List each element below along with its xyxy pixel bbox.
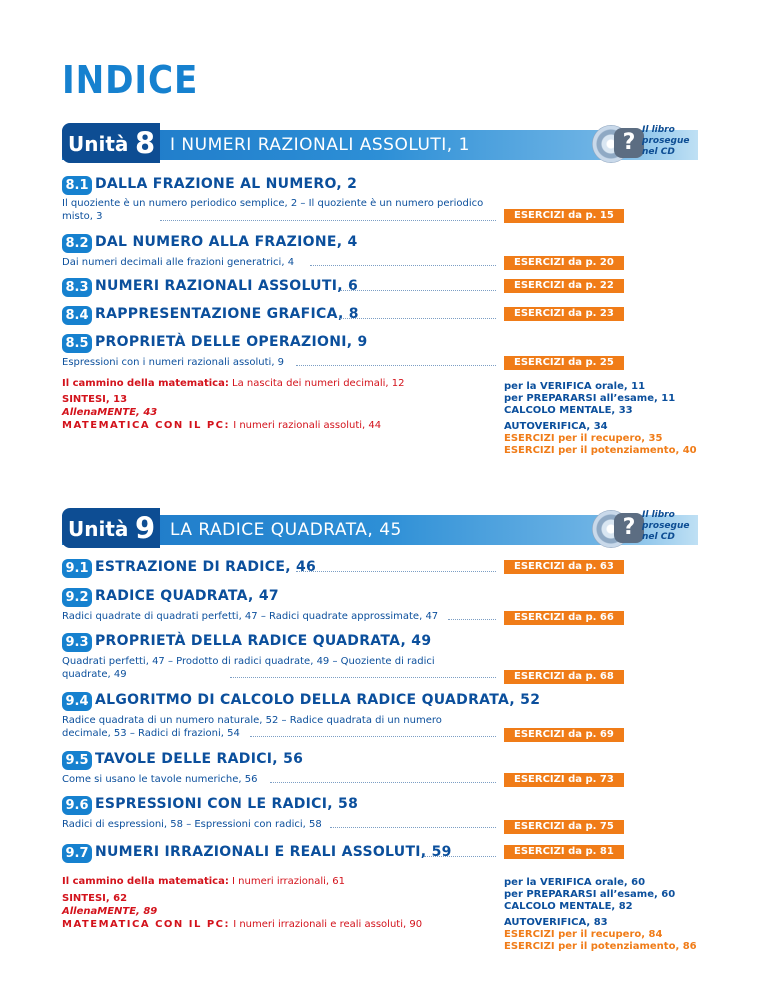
section-title: DAL NUMERO ALLA FRAZIONE, 4: [95, 234, 358, 250]
resource-item: per la VERIFICA orale, 11: [504, 381, 646, 392]
matematica-pc-label: MATEMATICA CON IL PC:: [62, 919, 231, 930]
section-subtopics: Radice quadrata di un numero naturale, 52 – Radice quadrata di un numero decimale, 53 – Radici di frazioni, 54: [62, 715, 442, 739]
section-title: PROPRIETÀ DELLA RADICE QUADRATA, 49: [95, 633, 432, 649]
sintesi: SINTESI, 13: [62, 394, 128, 405]
autoverifica: AUTOVERIFICA, 83: [504, 917, 608, 928]
section-title: DALLA FRAZIONE AL NUMERO, 2: [95, 176, 358, 192]
section-number: 8.4: [62, 306, 92, 325]
unit-resources: [504, 381, 697, 457]
section-subtopics: Come si usano le tavole numeriche, 56: [62, 774, 258, 785]
resource-item: CALCOLO MENTALE, 33: [504, 405, 633, 416]
resource-item: ESERCIZI per il recupero, 35: [504, 433, 663, 444]
exercise-badge: ESERCIZI da p. 23: [504, 307, 624, 321]
section-number: 9.6: [62, 796, 92, 815]
exercise-badge: ESERCIZI da p. 15: [504, 209, 624, 223]
unit-badge: [62, 508, 160, 548]
cd-note-line: prosegue: [642, 136, 690, 146]
section-title: PROPRIETÀ DELLE OPERAZIONI, 9: [95, 334, 368, 350]
section-title: RADICE QUADRATA, 47: [95, 588, 279, 604]
exercise-badge: ESERCIZI da p. 20: [504, 256, 624, 270]
section-subtopics: Radici di espressioni, 58 – Espressioni con radici, 58: [62, 819, 322, 830]
page-title: INDICE: [62, 58, 199, 102]
cd-note: [642, 510, 689, 543]
unit-number: 9: [135, 511, 156, 545]
matematica-pc-text: I numeri razionali assoluti, 44: [233, 420, 382, 431]
resource-item: per la VERIFICA orale, 60: [504, 877, 646, 888]
section-title: RAPPRESENTAZIONE GRAFICA, 8: [95, 306, 359, 322]
cd-note: [642, 125, 689, 158]
section-number: 9.5: [62, 751, 92, 770]
autoverifica: AUTOVERIFICA, 34: [504, 421, 608, 432]
unit-badge: [62, 123, 160, 163]
leader-dots: [160, 220, 496, 221]
unit-number: 8: [135, 126, 156, 160]
section-title: ESTRAZIONE DI RADICE, 46: [95, 559, 317, 575]
unit-word: Unità: [68, 132, 129, 156]
resource-item: ESERCIZI per il potenziamento, 40: [504, 445, 697, 456]
leader-dots: [448, 619, 496, 620]
exercise-badge: ESERCIZI da p. 81: [504, 845, 624, 859]
cd-note-line: Il libro: [642, 125, 675, 135]
cd-note-line: nel CD: [642, 532, 675, 542]
exercise-badge: ESERCIZI da p. 73: [504, 773, 624, 787]
unit-title: I NUMERI RAZIONALI ASSOLUTI, 1: [170, 135, 470, 155]
section-subtopics: Radici quadrate di quadrati perfetti, 47 – Radici quadrate approssimate, 47: [62, 611, 439, 622]
exercise-badge: ESERCIZI da p. 22: [504, 279, 624, 293]
resource-item: CALCOLO MENTALE, 82: [504, 901, 633, 912]
section-subtopics: Espressioni con i numeri razionali assoluti, 9: [62, 357, 285, 368]
leader-dots: [270, 782, 496, 783]
section-number: 8.5: [62, 334, 92, 353]
section-number: 8.2: [62, 234, 92, 253]
allenamente: AllenaMENTE, 89: [62, 906, 158, 917]
leader-dots: [230, 677, 496, 678]
leader-dots: [296, 365, 496, 366]
section-subtopics: Dai numeri decimali alle frazioni generatrici, 4: [62, 257, 295, 268]
section-title: TAVOLE DELLE RADICI, 56: [95, 751, 304, 767]
section-title: NUMERI RAZIONALI ASSOLUTI, 6: [95, 278, 359, 294]
cd-note-line: nel CD: [642, 147, 675, 157]
exercise-badge: ESERCIZI da p. 69: [504, 728, 624, 742]
cammino-label: Il cammino della matematica:: [62, 876, 229, 887]
cd-note-line: prosegue: [642, 521, 690, 531]
unit-word: Unità: [68, 517, 129, 541]
section-title: ESPRESSIONI CON LE RADICI, 58: [95, 796, 359, 812]
section-number: 9.3: [62, 633, 92, 652]
resource-item: ESERCIZI per il potenziamento, 86: [504, 941, 697, 952]
unit-header: [62, 125, 698, 160]
resource-item: per PREPARARSI all’esame, 60: [504, 889, 676, 900]
unit-header: [62, 510, 698, 545]
sintesi: SINTESI, 62: [62, 893, 128, 904]
section-number: 8.1: [62, 176, 92, 195]
question-mark-icon: ?: [614, 513, 644, 543]
resource-item: ESERCIZI per il recupero, 84: [504, 929, 663, 940]
exercise-badge: ESERCIZI da p. 75: [504, 820, 624, 834]
unit-title: LA RADICE QUADRATA, 45: [170, 520, 402, 540]
question-mark-icon: ?: [614, 128, 644, 158]
section-number: 9.7: [62, 844, 92, 863]
cd-note-line: Il libro: [642, 510, 675, 520]
section-title: ALGORITMO DI CALCOLO DELLA RADICE QUADRATA, 52: [95, 692, 541, 708]
exercise-badge: ESERCIZI da p. 66: [504, 611, 624, 625]
unit-extras: [62, 377, 404, 432]
leader-dots: [340, 290, 496, 291]
section-subtopics: Quadrati perfetti, 47 – Prodotto di radici quadrate, 49 – Quoziente di radici quadrate, 49: [62, 656, 435, 680]
allenamente: AllenaMENTE, 43: [62, 407, 158, 418]
leader-dots: [296, 571, 496, 572]
matematica-pc-text: I numeri irrazionali e reali assoluti, 90: [233, 919, 423, 930]
leader-dots: [310, 265, 496, 266]
section-number: 9.1: [62, 559, 92, 578]
cammino-text: I numeri irrazionali, 61: [232, 876, 346, 887]
exercise-badge: ESERCIZI da p. 25: [504, 356, 624, 370]
leader-dots: [330, 827, 496, 828]
cammino-label: Il cammino della matematica:: [62, 378, 229, 389]
section-title: NUMERI IRRAZIONALI E REALI ASSOLUTI, 59: [95, 844, 452, 860]
exercise-badge: ESERCIZI da p. 68: [504, 670, 624, 684]
resource-item: per PREPARARSI all’esame, 11: [504, 393, 676, 404]
section-subtopics: Il quoziente è un numero periodico semplice, 2 – Il quoziente è un numero periodico misto, 3: [62, 198, 484, 222]
section-number: 9.2: [62, 588, 92, 607]
section-number: 9.4: [62, 692, 92, 711]
exercise-badge: ESERCIZI da p. 63: [504, 560, 624, 574]
section-number: 8.3: [62, 278, 92, 297]
matematica-pc-label: MATEMATICA CON IL PC:: [62, 420, 231, 431]
cammino-text: La nascita dei numeri decimali, 12: [232, 378, 405, 389]
unit-extras: [62, 875, 422, 931]
leader-dots: [340, 318, 496, 319]
unit-resources: [504, 877, 697, 953]
leader-dots: [250, 736, 496, 737]
leader-dots: [424, 856, 496, 857]
